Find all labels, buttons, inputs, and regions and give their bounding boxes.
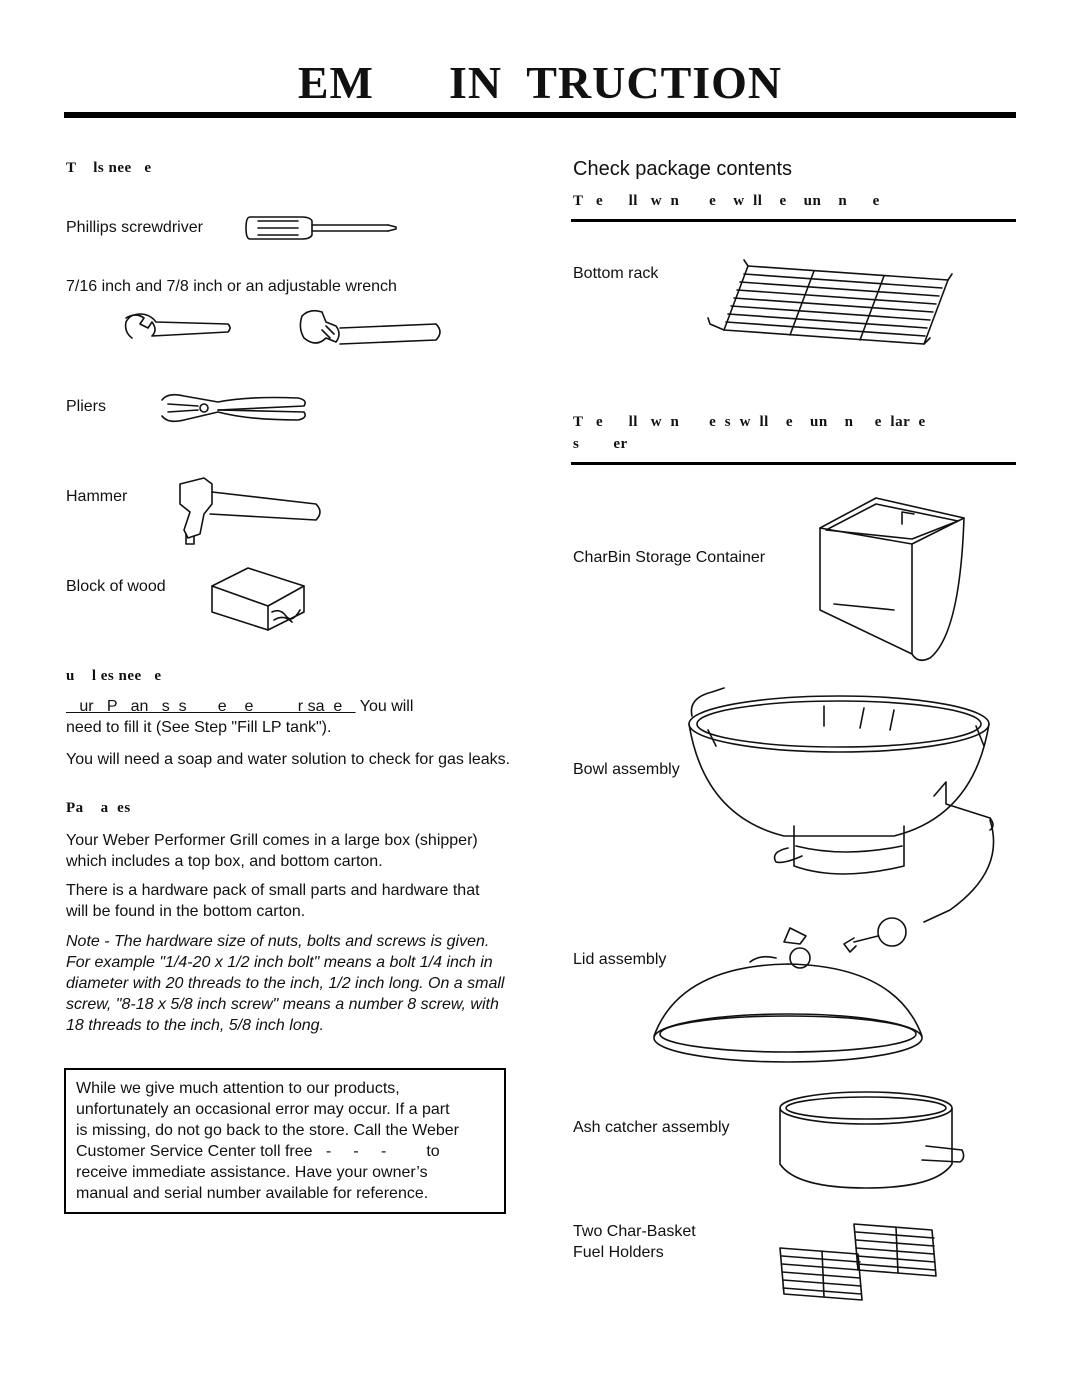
supplies-line1-rest: You will xyxy=(359,698,414,715)
tool-label-hammer: Hammer xyxy=(66,488,128,505)
part-label-fuel-holders-line-2: Fuel Holders xyxy=(573,1244,664,1261)
supplies-line2: need to fill it (See Step "Fill LP tank"). xyxy=(66,719,332,736)
page-title: EM IN TRUCTION xyxy=(297,57,783,108)
supplies-underlined-text: ur P an s s e e r sa e xyxy=(66,698,356,715)
charbin-icon xyxy=(814,494,970,664)
part-label-bowl: Bowl assembly xyxy=(573,761,680,778)
wood-block-icon xyxy=(208,566,308,632)
notice-line-1: While we give much attention to our products, xyxy=(76,1080,400,1097)
contents-subheading-1: T e ll w n e w ll e un n e xyxy=(573,193,880,209)
contents-subheading-2-line-1: T e ll w n e s w ll e un n e lar e xyxy=(573,414,926,430)
missing-part-notice xyxy=(64,1068,506,1214)
supplies-line1 xyxy=(66,696,413,717)
hardware-note: Note - The hardware size of nuts, bolts and screws is given. For example "1/4-20 x 1/2 inch bolt" means a bolt 1/4 inch in diameter with 20 threads to the inch, 1/2 inch long. On a small screw, "8-18 x 5/8 inch screw" means a number 8 screw, with 18 threads to the inch, 5/8 inch long. xyxy=(66,933,505,1034)
tool-label-pliers: Pliers xyxy=(66,398,107,415)
check-contents-heading: Check package contents xyxy=(573,158,793,180)
part-label-ash-catcher: Ash catcher assembly xyxy=(573,1119,730,1136)
notice-line-4 xyxy=(76,1141,494,1162)
tool-label-wood: Block of wood xyxy=(66,578,166,595)
notice-line-5: receive immediate assistance. Have your owner’s xyxy=(76,1164,428,1181)
adjustable-wrench-icon xyxy=(296,308,444,354)
packages-paragraph-2: There is a hardware pack of small parts and hardware that will be found in the bottom carton. xyxy=(66,882,480,920)
tool-label-screwdriver: Phillips screwdriver xyxy=(66,219,203,236)
fuel-holders-icon xyxy=(776,1218,966,1308)
packages-heading: Pa a es xyxy=(66,800,131,816)
subheading-1-rule xyxy=(571,219,1016,222)
bottom-rack-icon xyxy=(704,260,956,350)
packages-paragraph-1: Your Weber Performer Grill comes in a large box (shipper) which includes a top box, and bottom carton. xyxy=(66,832,478,870)
soap-text: You will need a soap and water solution to check for gas leaks. xyxy=(66,751,511,768)
toll-free-number: - - - xyxy=(325,1143,387,1160)
hammer-icon xyxy=(174,474,326,546)
title-rule xyxy=(64,112,1016,118)
notice-line-4a: Customer Service Center toll free xyxy=(76,1143,313,1160)
wrench-icon xyxy=(122,312,232,344)
part-label-charbin: CharBin Storage Container xyxy=(573,549,766,566)
subheading-2-rule xyxy=(571,462,1016,465)
notice-line-6: manual and serial number available for reference. xyxy=(76,1185,429,1202)
lid-icon xyxy=(650,924,928,1066)
pliers-icon xyxy=(158,390,310,430)
part-label-lid: Lid assembly xyxy=(573,951,667,968)
notice-line-2: unfortunately an occasional error may occur. If a part xyxy=(76,1101,450,1118)
supplies-heading: u l es nee e xyxy=(66,668,162,684)
notice-line-3: is missing, do not go back to the store. Call the Weber xyxy=(76,1122,460,1139)
tools-heading: T ls nee e xyxy=(66,160,152,176)
contents-subheading-2-line-2: s er xyxy=(573,436,628,452)
notice-line-4b: to xyxy=(426,1143,440,1160)
part-label-fuel-holders-line-1: Two Char-Basket xyxy=(573,1223,696,1240)
part-label-bottom-rack: Bottom rack xyxy=(573,265,659,282)
screwdriver-icon xyxy=(246,213,406,243)
tool-label-wrench: 7/16 inch and 7/8 inch or an adjustable wrench xyxy=(66,278,397,295)
ash-catcher-icon xyxy=(776,1088,966,1194)
